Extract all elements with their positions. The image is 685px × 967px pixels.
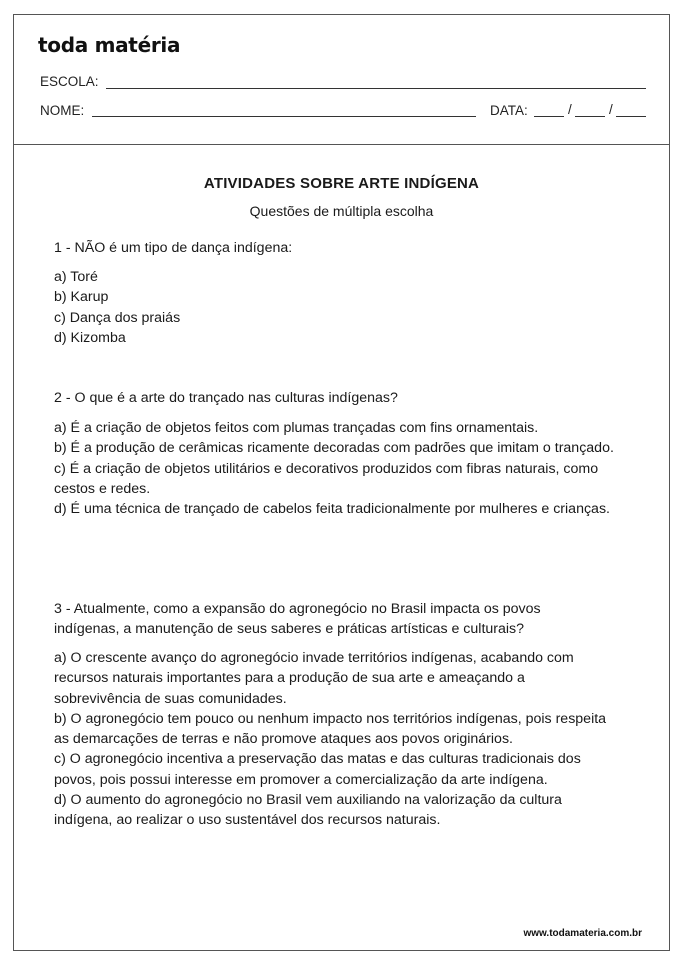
question-1 [54,238,634,258]
option-d: d) O aumento do agronegócio no Brasil vem auxiliando na valorização da cultura indígena, ao realizar o uso sustentável dos recursos naturais. [54,792,562,829]
question-2-options [54,418,614,519]
worksheet [13,14,670,951]
worksheet-header [14,15,669,145]
question-3-options [54,648,614,831]
option-b: b) O agronegócio tem pouco ou nenhum impacto nos territórios indígenas, pois respeita as demarcações de terras e não promove ataques aos povos originários. [54,710,607,748]
question-text: 3 - Atualmente, como a expansão do agronegócio no Brasil impacta os povos indígenas, a manutenção de seus saberes e práticas artísticas e culturais? [54,601,541,638]
date-label: DATA: [490,103,528,118]
date-separator: / [568,102,572,117]
page-subtitle: Questões de múltipla escolha [249,203,434,219]
school-label: ESCOLA: [40,74,99,89]
question-1-options [54,267,634,348]
logo: toda matéria [38,33,181,57]
option-c: c) É a criação de objetos utilitários e decorativos produzidos com fibras naturais, como cestos e redes. [54,460,599,497]
question-2 [54,388,634,408]
option-d: d) É uma técnica de trançado de cabelos feita tradicionalmente por mulheres e crianças. [54,501,610,518]
option-a: a) Toré [54,269,98,285]
option-b: b) Karup [54,289,109,306]
option-d: d) Kizomba [54,329,126,346]
option-a: a) É a criação de objetos feitos com plumas trançadas com fins ornamentais. [54,420,539,436]
footer-url: www.todamateria.com.br [523,928,642,939]
date-day-line[interactable] [534,116,564,117]
page-title: ATIVIDADES SOBRE ARTE INDÍGENA [203,175,480,192]
date-separator: / [609,102,613,117]
question-text: 1 - NÃO é um tipo de dança indígena: [54,240,293,256]
option-c: c) Dança dos praiás [54,309,181,326]
question-text: 2 - O que é a arte do trançado nas culturas indígenas? [54,390,398,406]
option-a: a) O crescente avanço do agronegócio invade territórios indígenas, acabando com recursos naturais importantes para a produção de sua arte e ameaçando a sobrevivência de suas comunidades. [54,650,574,707]
option-b: b) É a produção de cerâmicas ricamente decoradas com padrões que imitam o trançado. [54,440,614,457]
name-label: NOME: [40,103,85,118]
date-month-line[interactable] [575,116,605,117]
question-3 [54,599,604,640]
name-field-line[interactable] [92,116,476,117]
option-c: c) O agronegócio incentiva a preservação das matas e das culturas tradicionais dos povos, pois possui interesse em promover a comercialização da arte indígena. [54,751,581,788]
school-field-line[interactable] [106,88,646,89]
date-year-line[interactable] [616,116,646,117]
